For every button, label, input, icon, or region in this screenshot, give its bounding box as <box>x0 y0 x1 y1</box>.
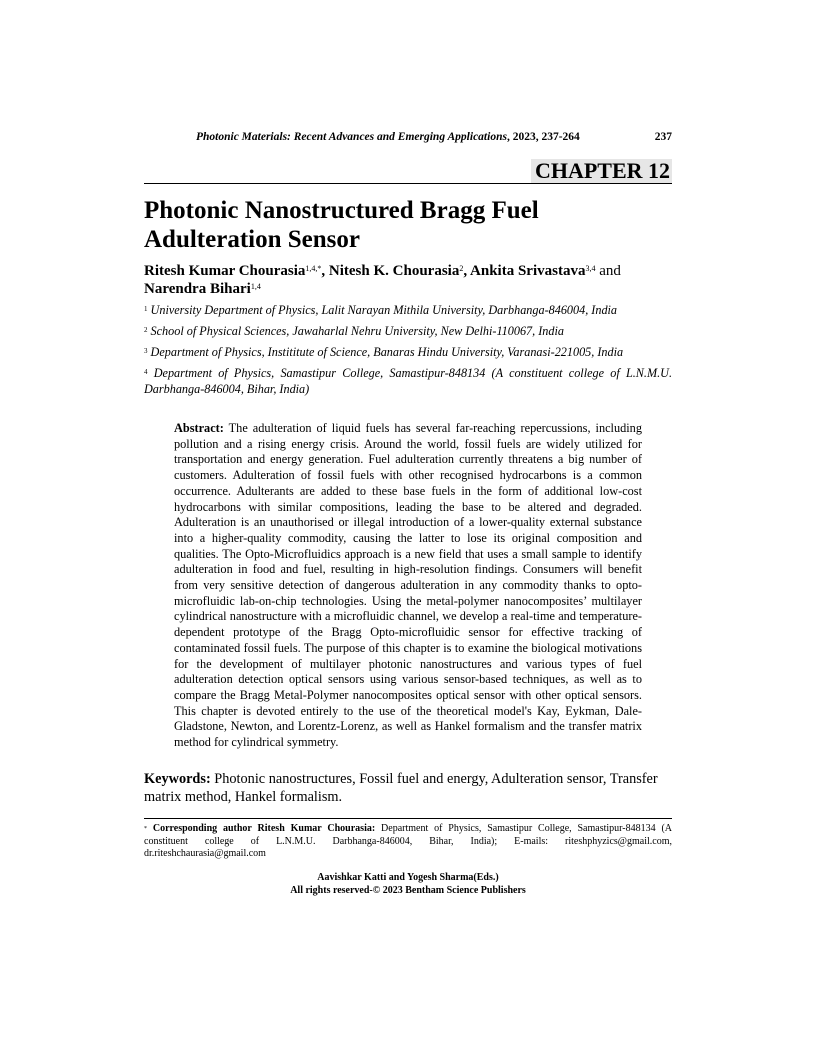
footnote-rule <box>144 818 672 819</box>
affil-number: 3 <box>144 347 148 355</box>
abstract-text: The adulteration of liquid fuels has several far-reaching repercussions, including pollution and a rising energy crisis. Around the world, fossil fuels are widely utilized for transportation and energy generation. Fuel adulteration currently threatens a big number of customers. Adulteration of fossil fuels with other recognised hydrocarbons is a common occurrence. Adulterants are added to these base fuels in the form of additional low-cost hydrocarbons with similar compositions, leading the base to be altered and degraded. Adulteration is an unauthorised or illegal introduction of a lower-quality external substance into a higher-quality commodity, causing the latter to lose its original composition and qualities. The Opto-Microfluidics approach is a new field that uses a small sample to identify adulteration in food and fuel, resulting in high-resolution findings. Consumers will benefit from very sensitive detection of dangerous adulteration in any commodity thanks to opto-microfluidic lab-on-chip technologies. Using the metal-polymer nanocomposites’ multilayer cylindrical nanostructure with a microfluidic channel, we develop a real-time and temperature-dependent prototype of the Bragg Opto-microfluidic sensor for effective tracking of contaminated fossil fuels. The purpose of this chapter is to examine the biological motivations for the development of multilayer photonic nanostructures and various types of fuel adulteration detection optical sensors using various sensor-based techniques, as well as to compare the Bragg Metal-Polymer nanocomposites optical sensor with other optical sensors. This chapter is devoted entirely to the use of the theoretical model's Kay, Eykman, Dale-Gladstone, Newton, and Lorentz-Lorenz, as well as Hankel formalism and the transfer matrix method for cylindrical symmetry. <box>174 421 642 750</box>
abstract <box>174 421 642 751</box>
affil-number: 4 <box>144 368 148 376</box>
abstract-label: Abstract: <box>174 421 224 435</box>
keywords-text: Photonic nanostructures, Fossil fuel and energy, Adulteration sensor, Transfer matrix method, Hankel formalism. <box>144 771 658 805</box>
affiliation <box>144 365 672 397</box>
keywords-label: Keywords: <box>144 771 211 787</box>
chapter-label: CHAPTER 12 <box>531 159 672 183</box>
corresponding-author-footnote <box>144 823 672 861</box>
author-affil-sup: 2 <box>459 264 464 273</box>
author-sep: , <box>463 263 471 279</box>
footnote-mark: * <box>144 826 147 832</box>
affil-text: Department of Physics, Samastipur College, Samastipur-848134 (A constituent college of L.N.M.U. Darbhanga-846004, Bihar, India) <box>144 366 673 396</box>
author-name: Narendra Bihari <box>144 281 251 297</box>
copyright: All rights reserved-© 2023 Bentham Science Publishers <box>290 884 526 896</box>
affiliations <box>144 302 672 397</box>
affil-text: University Department of Physics, Lalit Narayan Mithila University, Darbhanga-846004, India <box>150 303 618 317</box>
editors: Aavishkar Katti and Yogesh Sharma(Eds.) <box>317 872 499 883</box>
author-affil-sup: 1,4,* <box>305 264 322 273</box>
paper-title: Photonic Nanostructured Bragg Fuel Adulteration Sensor <box>144 197 539 253</box>
page-number: 237 <box>654 131 672 143</box>
author-affil-sup: 1,4 <box>250 282 261 291</box>
author-name: Ritesh Kumar Chourasia <box>144 263 306 279</box>
author-list <box>144 262 672 298</box>
affiliation <box>144 344 672 360</box>
author-name: Ankita Srivastava <box>470 263 586 279</box>
affil-text: Department of Physics, Instititute of Science, Banaras Hindu University, Varanasi-221005, India <box>150 345 624 359</box>
publisher-block <box>144 872 672 897</box>
footnote-label: Corresponding author Ritesh Kumar Chourasia: <box>152 823 376 834</box>
affil-text: School of Physical Sciences, Jawaharlal Nehru University, New Delhi-110067, India <box>150 324 564 338</box>
author-sep: and <box>595 263 621 279</box>
author-affil-sup: 3,4 <box>585 264 596 273</box>
year-pages: , 2023, 237-264 <box>506 131 580 143</box>
affiliation <box>144 323 672 339</box>
running-head-title <box>196 131 580 143</box>
affil-number: 2 <box>144 326 148 334</box>
author-sep: , <box>321 263 329 279</box>
author-name: Nitesh K. Chourasia <box>328 263 460 279</box>
keywords <box>144 770 672 806</box>
affil-number: 1 <box>144 305 148 313</box>
header-rule <box>144 183 672 184</box>
affiliation <box>144 302 672 318</box>
footnote-text: Department of Physics, Samastipur College, Samastipur-848134 (A constituent college of L.N.M.U. Darbhanga-846004, Bihar, India); E-mails: riteshphyzics@gmail.com, dr.riteshchaurasia@gmail.com <box>144 823 673 859</box>
book-title: Photonic Materials: Recent Advances and Emerging Applications <box>196 131 507 143</box>
